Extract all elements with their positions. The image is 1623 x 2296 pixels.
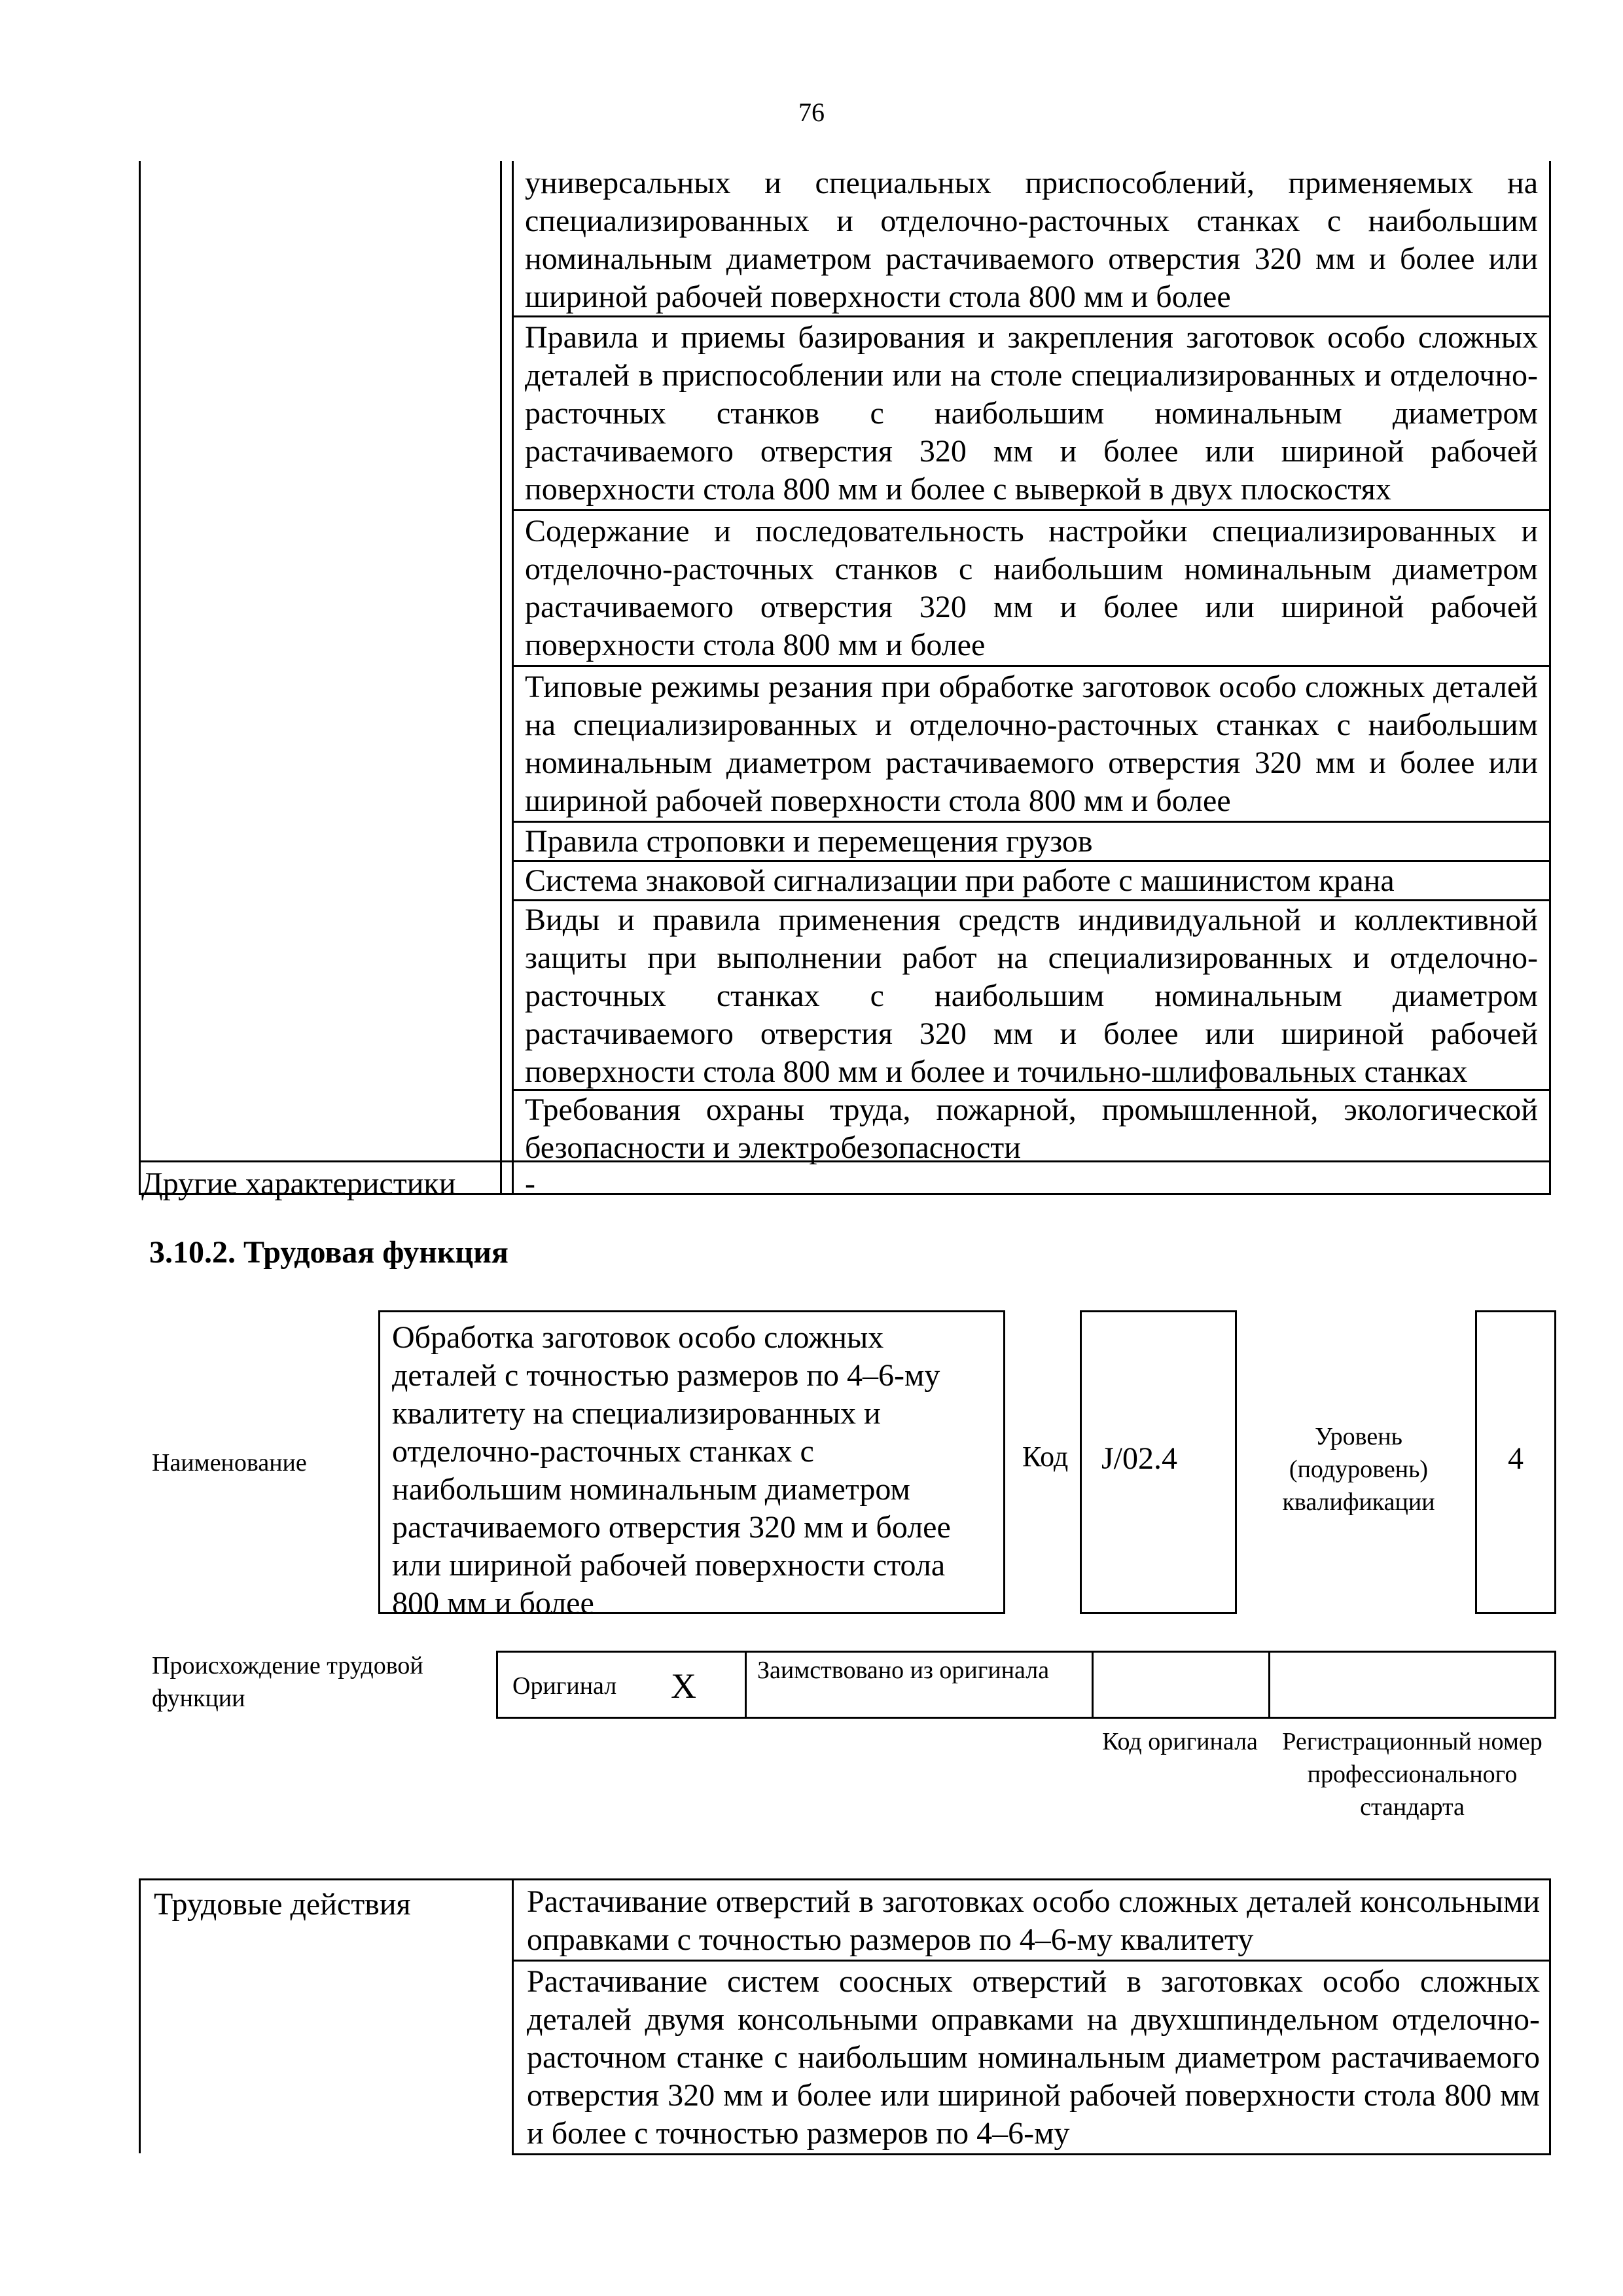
- origin-borrowed-cell: [747, 1653, 1094, 1717]
- table-column-divider: [500, 161, 502, 1195]
- original-mark: X: [671, 1666, 696, 1706]
- origin-label: Происхождение трудовой функции: [152, 1652, 423, 1712]
- level-label: Уровень (подуровень) квалификации: [1282, 1423, 1435, 1516]
- table-border-left: [139, 161, 141, 1195]
- borrowed-label: Заимствовано из оригинала: [757, 1657, 1050, 1684]
- function-name-box: Обработка заготовок особо сложных деталей с точностью размеров по 4–6-му квалитету на специализированных и отделочно-расточных станках с наибольшим номинальным диаметром растачиваемого отверстия 320 мм и более или шириной рабочей поверхности стола 800 мм и более: [378, 1310, 1005, 1614]
- origin-reg-cell: [1270, 1653, 1556, 1717]
- code-label: Код: [1022, 1441, 1069, 1473]
- origin-table: [496, 1651, 1556, 1719]
- table-row-divider: [512, 665, 1551, 667]
- other-characteristics-value: -: [525, 1166, 535, 1201]
- knowledge-row: Правила строповки и перемещения грузов: [525, 824, 1093, 859]
- labor-actions-table: [139, 1878, 1551, 2153]
- code-value-box: J/02.4: [1080, 1310, 1237, 1614]
- origin-original-cell: [498, 1653, 747, 1717]
- knowledge-row: универсальных и специальных приспособлений, применяемых на специализированных и отделочно-расточных станках с наибольшим номинальным диаметром растачиваемого отверстия 320 мм и более или шириной рабочей поверхности стола 800 мм и более: [525, 166, 1538, 314]
- knowledge-row: Типовые режимы резания при обработке заготовок особо сложных деталей на специализированных и отделочно-расточных станках с наибольшим номинальным диаметром растачиваемого отверстия 320 мм и более или шириной рабочей поверхности стола 800 мм и более: [525, 670, 1538, 818]
- other-characteristics-label: Другие характеристики: [141, 1166, 456, 1201]
- table-row-divider: [514, 2153, 1551, 2155]
- labor-actions-label: Трудовые действия: [154, 1887, 411, 1922]
- code-caption: Код оригинала: [1102, 1728, 1258, 1755]
- section-heading: 3.10.2. Трудовая функция: [149, 1235, 508, 1270]
- knowledge-row: Содержание и последовательность настройки специализированных и отделочно-расточных станков с наибольшим номинальным диаметром растачиваемого отверстия 320 мм и более или шириной рабочей поверхности стола 800 мм и более: [525, 514, 1538, 662]
- reg-caption: Регистрационный номер профессионального стандарта: [1282, 1728, 1543, 1821]
- knowledge-row: Система знаковой сигнализации при работе с машинистом крана: [525, 863, 1395, 898]
- labor-action-row: Растачивание отверстий в заготовках особо сложных деталей консольными оправками с точностью размеров по 4–6-му квалитету: [527, 1884, 1540, 1957]
- knowledge-table: [139, 161, 1551, 1201]
- knowledge-row: Виды и правила применения средств индивидуальной и коллективной защиты при выполнении работ на специализированных и отделочно-расточных станках с наибольшим номинальным диаметром растачиваемого отверстия 320 мм и более или шириной рабочей поверхности стола 800 мм и более и точильно-шлифовальных станках: [525, 903, 1538, 1089]
- name-label: Наименование: [152, 1449, 307, 1477]
- page-number: 76: [798, 98, 825, 127]
- level-value-box: 4: [1475, 1310, 1556, 1614]
- table-row-divider: [514, 1960, 1551, 1962]
- knowledge-row: Правила и приемы базирования и закрепления заготовок особо сложных деталей в приспособлении или на столе специализированных и отделочно-расточных станков с наибольшим номинальным диаметром растачиваемого отверстия 320 мм и более или шириной рабочей поверхности стола 800 мм и более с выверкой в двух плоскостях: [525, 320, 1538, 507]
- original-label: Оригинал: [512, 1672, 617, 1700]
- labor-action-row: Растачивание систем соосных отверстий в заготовках особо сложных деталей двумя консольными оправками на двухшпиндельном отделочно-расточном станке с наибольшим номинальным диаметром растачиваемого отверстия 320 мм и более или шириной рабочей поверхности стола 800 мм и более с точностью размеров по 4–6-му: [527, 1964, 1540, 2151]
- knowledge-row: Требования охраны труда, пожарной, промышленной, экологической безопасности и электробезопасности: [525, 1092, 1538, 1165]
- table-row-divider: [512, 509, 1551, 511]
- origin-code-cell: [1094, 1653, 1270, 1717]
